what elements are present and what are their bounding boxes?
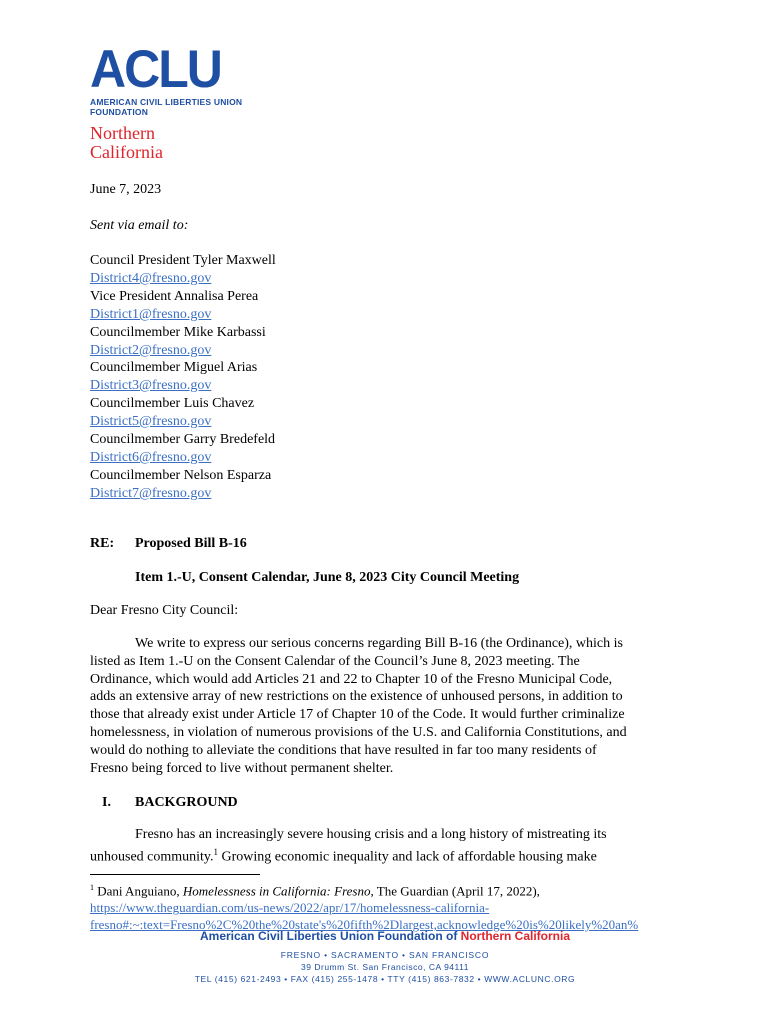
body-line: Fresno being forced to live without permanent shelter. — [90, 760, 394, 776]
logo-sub-line2: FOUNDATION — [90, 107, 149, 117]
body-line: would do nothing to alleviate the conditions that have resulted in far too many residents of — [90, 742, 597, 758]
footer-org-name: American Civil Liberties Union Foundation of — [199, 929, 461, 943]
recipient-email-link[interactable]: District4@fresno.gov — [90, 271, 212, 286]
recipient-name: Councilmember Luis Chavez — [90, 396, 255, 411]
aclu-logo-subtitle — [90, 97, 242, 117]
footer-contact: TEL (415) 621-2493 • FAX (415) 255-1478 • TTY (415) 863-7832 • WWW.ACLUNC.ORG — [194, 974, 576, 984]
background-line: Fresno has an increasingly severe housing crisis and a long history of mistreating its — [135, 827, 607, 842]
salutation: Dear Fresno City Council: — [90, 603, 239, 618]
recipient-name: Councilmember Miguel Arias — [90, 360, 258, 375]
recipient-name: Council President Tyler Maxwell — [90, 253, 276, 268]
logo-region-line2: California — [90, 142, 163, 162]
re-item: Item 1.-U, Consent Calendar, June 8, 2023 City Council Meeting — [135, 570, 520, 585]
body-line: homelessness, in violation of numerous provisions of the U.S. and California Constitutions, and — [90, 724, 627, 740]
aclu-logo: ACLU — [90, 39, 221, 99]
footnote-ref[interactable]: 1 — [213, 846, 219, 857]
background-text: unhoused community. — [90, 849, 214, 865]
recipient-name: Councilmember Garry Bredefeld — [90, 432, 276, 447]
recipient-email-link[interactable]: District2@fresno.gov — [90, 343, 212, 358]
footnote-divider — [90, 874, 260, 875]
footnote-url-link-cont[interactable]: fresno#:~:text=Fresno%2C%20the%20state's%20fifth%2Dlargest,acknowledge%20is%20likely%20an% — [90, 917, 639, 933]
body-paragraph — [90, 635, 680, 777]
footnote-source: , The Guardian (April 17, 2022), — [370, 883, 540, 899]
recipient-email-link[interactable]: District3@fresno.gov — [90, 378, 212, 393]
recipient-email-link[interactable]: District1@fresno.gov — [90, 307, 212, 322]
logo-region — [90, 124, 163, 162]
footnote-author: Dani Anguiano, — [94, 883, 183, 899]
re-label: RE: — [90, 536, 115, 551]
footer-offices: FRESNO • SACRAMENTO • SAN FRANCISCO — [280, 950, 490, 960]
body-line: adds an extensive array of new restrictions on the existence of unhoused persons, in addition to — [90, 689, 623, 705]
re-subject: Proposed Bill B-16 — [135, 536, 247, 551]
recipient-email-link[interactable]: District7@fresno.gov — [90, 486, 212, 501]
section-title: BACKGROUND — [135, 795, 238, 810]
footnote-citation — [90, 879, 638, 899]
recipient-email-link[interactable]: District6@fresno.gov — [90, 450, 212, 465]
footnote-number: 1 — [90, 883, 94, 892]
background-line — [90, 844, 680, 866]
background-text: Growing economic inequality and lack of affordable housing make — [218, 849, 597, 865]
footer-organization — [90, 929, 680, 943]
recipient-email-link[interactable]: District5@fresno.gov — [90, 414, 212, 429]
footnote-title: Homelessness in California: Fresno — [182, 883, 371, 899]
footer-address: 39 Drumm St. San Francisco, CA 94111 — [301, 962, 469, 972]
background-paragraph — [90, 826, 680, 866]
body-line: those that already exist under Article 17 of Chapter 10 of the Code. It would further criminalize — [90, 707, 625, 723]
body-line: Ordinance, which would add Articles 21 and 22 to Chapter 10 of the Fresno Municipal Code, — [90, 671, 613, 687]
recipient-name: Councilmember Nelson Esparza — [90, 468, 272, 483]
logo-sub-line1: AMERICAN CIVIL LIBERTIES UNION — [90, 97, 243, 107]
recipient-name: Vice President Annalisa Perea — [90, 289, 259, 304]
footer-org-region: Northern California — [460, 929, 571, 943]
sent-via-label: Sent via email to: — [90, 218, 189, 233]
body-line: listed as Item 1.-U on the Consent Calendar of the Council’s June 8, 2023 meeting. The — [90, 653, 580, 669]
footnote-url-link[interactable]: https://www.theguardian.com/us-news/2022/apr/17/homelessness-california- — [90, 900, 490, 916]
letter-date: June 7, 2023 — [90, 182, 162, 197]
footnote — [90, 879, 638, 933]
recipient-name: Councilmember Mike Karbassi — [90, 325, 266, 340]
logo-region-line1: Northern — [90, 123, 155, 143]
body-line: We write to express our serious concerns regarding Bill B-16 (the Ordinance), which is — [135, 636, 623, 651]
section-number: I. — [102, 795, 111, 810]
